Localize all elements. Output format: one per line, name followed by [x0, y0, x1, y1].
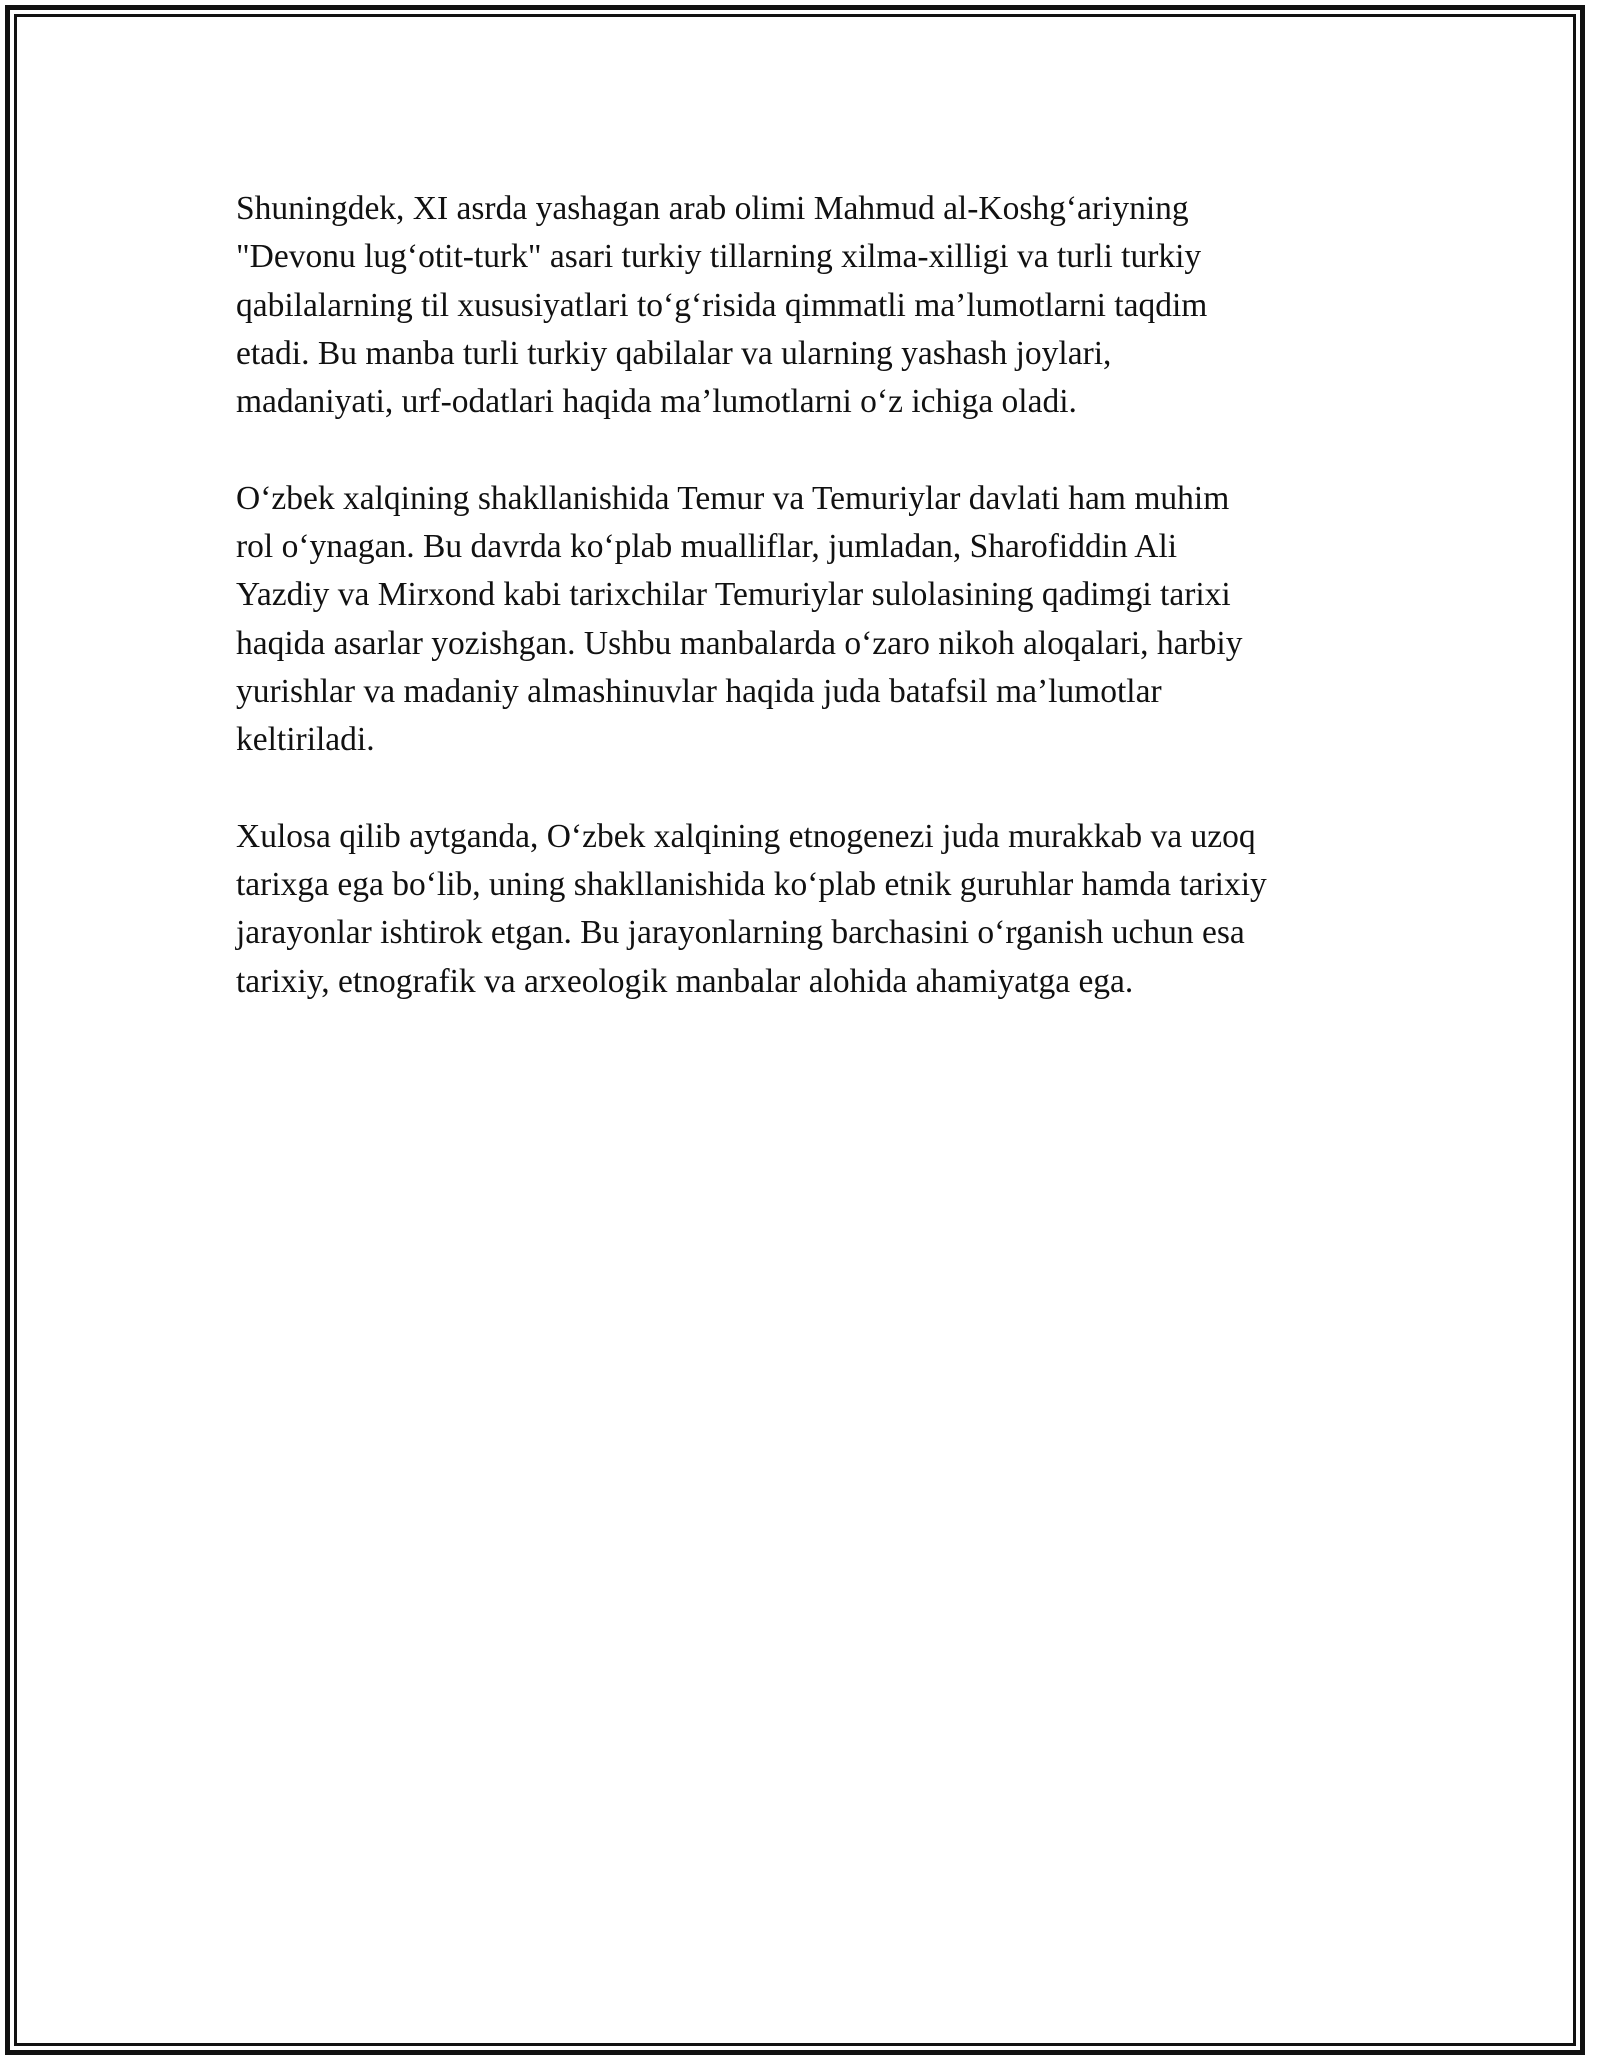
document-body: [236, 185, 1376, 1054]
paragraph-3: Xulosa qilib aytganda, O‘zbek xalqining etnogenezi juda murakkab va uzoq tarixga ega bo‘lib, uning shakllanishida ko‘plab etnik guruhlar hamda tarixiy jarayonlar ishtirok etgan. Bu jarayonlarning barchasini o‘rganish uchun esa tarixiy, etnografik va arxeologik manbalar alohida ahamiyatga ega.: [236, 817, 1267, 1000]
paragraph-2: O‘zbek xalqining shakllanishida Temur va Temuriylar davlati ham muhim rol o‘ynagan. Bu davrda ko‘plab mualliflar, jumladan, Sharofiddin Ali Yazdiy va Mirxond kabi tarixchilar Temuriylar sulolasining qadimgi tarixi haqida asarlar yozishgan. Ushbu manbalarda o‘zaro nikoh aloqalari, harbiy yurishlar va madaniy almashinuvlar haqida juda batafsil ma’lumotlar keltiriladi.: [236, 479, 1243, 759]
paragraph-1: Shuningdek, XI asrda yashagan arab olimi Mahmud al-Koshg‘ariyning "Devonu lug‘otit-turk" asari turkiy tillarning xilma-xilligi va turli turkiy qabilalarning til xususiyatlari to‘g‘risida qimmatli ma’lumotlarni taqdim etadi. Bu manba turli turkiy qabilalar va ularning yashash joylari, madaniyati, urf-odatlari haqida ma’lumotlarni o‘z ichiga oladi.: [236, 190, 1208, 421]
